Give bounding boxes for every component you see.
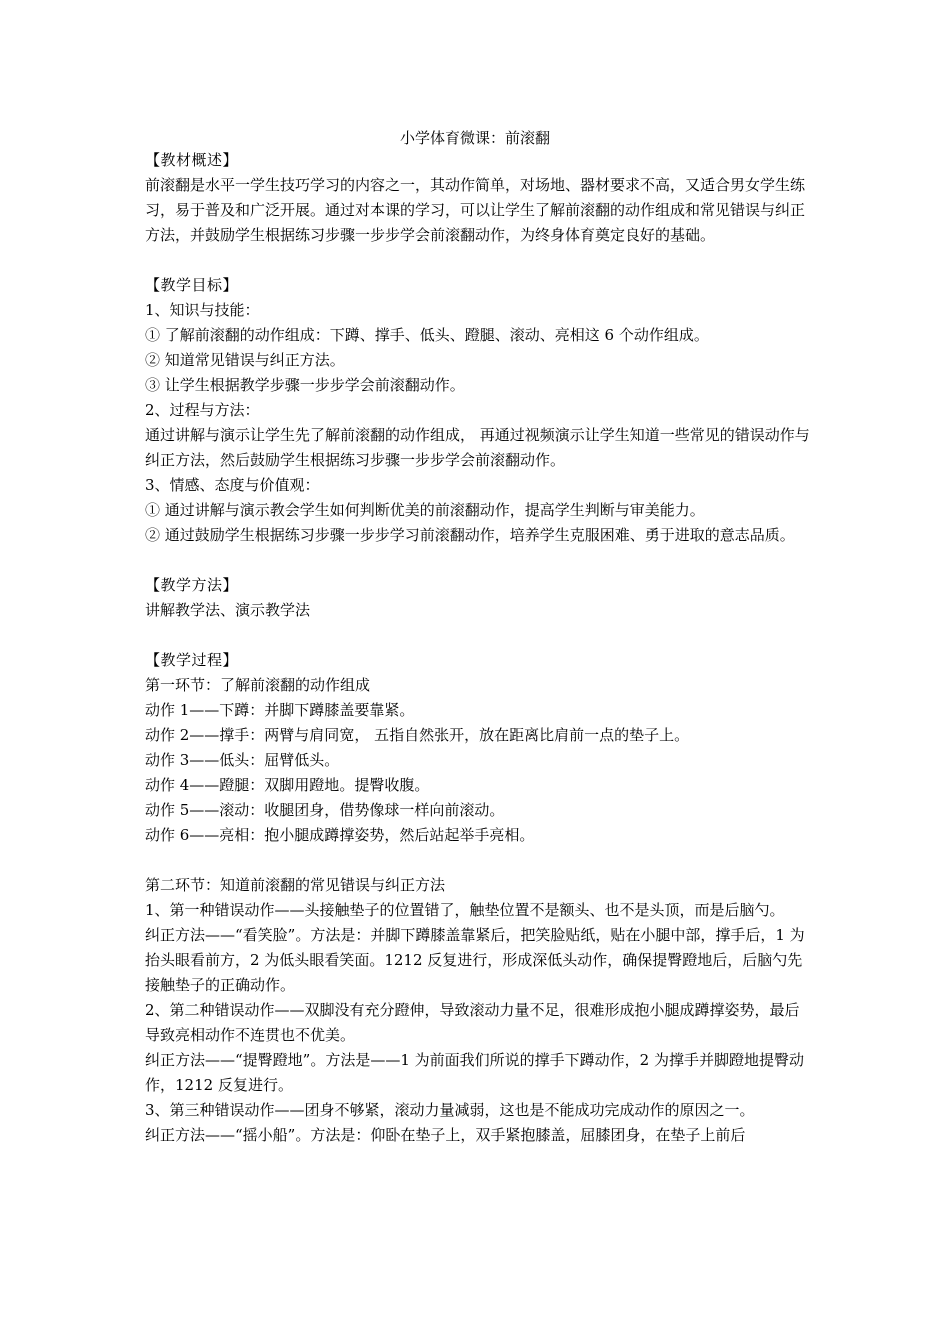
body-paragraph: 讲解教学法、演示教学法: [145, 601, 311, 619]
body-paragraph: 动作 5——滚动：收腿团身，借势像球一样向前滚动。: [145, 801, 505, 819]
body-paragraph: 动作 4——蹬腿：双脚用蹬地。提臀收腹。: [145, 776, 430, 794]
body-paragraph: 动作 6——亮相：抱小腿成蹲撑姿势，然后站起举手亮相。: [145, 826, 535, 844]
body-paragraph: 1、第一种错误动作——头接触垫子的位置错了，触垫位置不是额头、也不是头顶，而是后脑勺。: [145, 901, 785, 919]
body-paragraph: 纠正方法——“摇小船”。方法是：仰卧在垫子上，双手紧抱膝盖，屈膝团身，在垫子上前后: [145, 1126, 746, 1144]
document-body: [145, 148, 813, 1148]
body-paragraph: 动作 1——下蹲：并脚下蹲膝盖要靠紧。: [145, 701, 415, 719]
blank-line: [145, 548, 813, 573]
body-paragraph: ① 通过讲解与演示教会学生如何判断优美的前滚翻动作，提高学生判断与审美能力。: [145, 501, 705, 519]
body-paragraph: 1、知识与技能：: [145, 301, 260, 319]
body-paragraph: 动作 3——低头：屈臂低头。: [145, 751, 340, 769]
section-heading: 【教材概述】: [145, 151, 239, 169]
blank-line: [145, 623, 813, 648]
blank-line: [145, 848, 813, 873]
body-paragraph: 2、过程与方法：: [145, 401, 260, 419]
body-paragraph: 通过讲解与演示让学生先了解前滚翻的动作组成， 再通过视频演示让学生知道一些常见的错误动作与纠正方法，然后鼓励学生根据练习步骤一步步学会前滚翻动作。: [145, 426, 810, 469]
body-paragraph: ② 知道常见错误与纠正方法。: [145, 351, 345, 369]
body-paragraph: ③ 让学生根据教学步骤一步步学会前滚翻动作。: [145, 376, 465, 394]
blank-line: [145, 248, 813, 273]
body-paragraph: 2、第二种错误动作——双脚没有充分蹬伸，导致滚动力量不足，很难形成抱小腿成蹲撑姿势，最后导致亮相动作不连贯也不优美。: [145, 1001, 800, 1044]
body-paragraph: ① 了解前滚翻的动作组成：下蹲、撑手、低头、蹬腿、滚动、亮相这 6 个动作组成。: [145, 326, 709, 344]
section-heading: 【教学方法】: [145, 576, 239, 594]
body-paragraph: 3、情感、态度与价值观：: [145, 476, 320, 494]
body-paragraph: 第一环节：了解前滚翻的动作组成: [145, 676, 371, 694]
body-paragraph: 前滚翻是水平一学生技巧学习的内容之一，其动作简单，对场地、器材要求不高，又适合男女学生练习，易于普及和广泛开展。通过对本课的学习，可以让学生了解前滚翻的动作组成和常见错误与纠正方法，并鼓励学生根据练习步骤一步步学会前滚翻动作，为终身体育奠定良好的基础。: [145, 176, 806, 244]
body-paragraph: 动作 2——撑手：两臂与肩同宽， 五指自然张开，放在距离比肩前一点的垫子上。: [145, 726, 690, 744]
body-paragraph: 3、第三种错误动作——团身不够紧，滚动力量减弱，这也是不能成功完成动作的原因之一。: [145, 1101, 755, 1119]
section-heading: 【教学过程】: [145, 651, 239, 669]
section-heading: 【教学目标】: [145, 276, 239, 294]
body-paragraph: 第二环节：知道前滚翻的常见错误与纠正方法: [145, 876, 446, 894]
body-paragraph: 纠正方法——“提臀蹬地”。方法是——1 为前面我们所说的撑手下蹲动作，2 为撑手并脚蹬地提臀动作，1212 反复进行。: [145, 1051, 804, 1094]
body-paragraph: ② 通过鼓励学生根据练习步骤一步步学习前滚翻动作，培养学生克服困难、勇于进取的意志品质。: [145, 526, 795, 544]
page-title: 小学体育微课：前滚翻: [399, 129, 550, 147]
body-paragraph: 纠正方法——“看笑脸”。方法是：并脚下蹲膝盖靠紧后，把笑脸贴纸，贴在小腿中部，撑手后，1 为抬头眼看前方，2 为低头眼看笑面。1212 反复进行，形成深低头动作，确保提臀蹬地后，后脑勺先接触垫子的正确动作。: [145, 926, 805, 994]
